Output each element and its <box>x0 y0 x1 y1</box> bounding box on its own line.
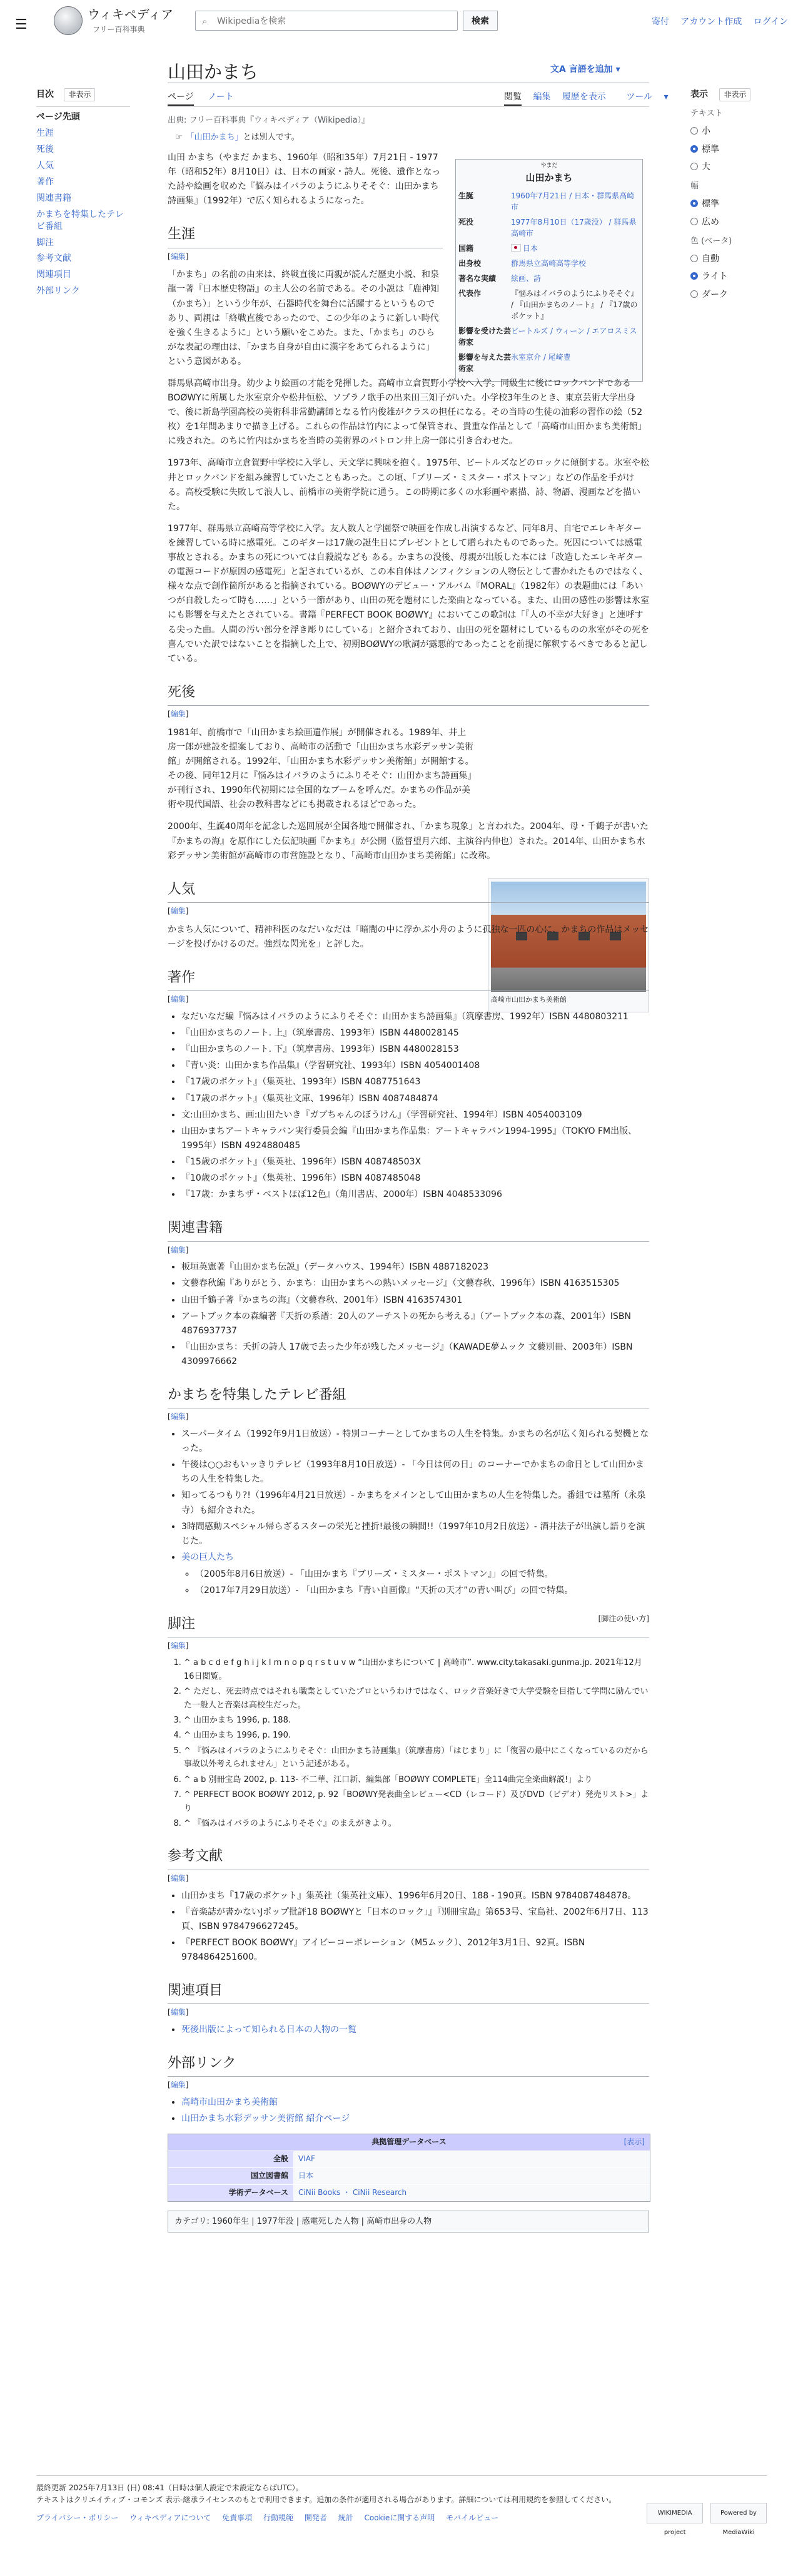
tabs-divider <box>168 106 649 107</box>
list-item: • 山田かまちアートキャラバン実行委員会編『山田かまち作品集：アートキャラバン1994-1995』（TOKYO FM出版、1995年）ISBN 4924880485 <box>181 1124 649 1153</box>
list-item: • 山田かまち『17歳のポケット』集英社（集英社文庫）、1996年6月20日、188 - 190頁。ISBN 9784087484878。 <box>181 1889 649 1903</box>
site-header <box>0 0 803 44</box>
list-item: ◦ （2005年8月6日放送）- 「山田かまち『ブリーズ・ミスター・ポストマン』」の回で特集。 <box>195 1567 649 1582</box>
edit-link[interactable]: [編集] <box>168 1641 189 1651</box>
footer-link-code-of-conduct[interactable]: 行動規範 <box>263 2513 294 2523</box>
infobox-row: 国籍 日本 <box>458 244 538 253</box>
toc-hide-button[interactable]: 非表示 <box>64 88 95 101</box>
site-tagline: フリー百科事典 <box>93 25 145 34</box>
radio-text-small[interactable]: 小 <box>690 125 784 138</box>
authority-row: 国立図書館 日本 <box>168 2167 650 2184</box>
color-label: 色 (ベータ) <box>690 236 732 246</box>
footer-link-cookie[interactable]: Cookieに関する声明 <box>364 2513 435 2523</box>
intro-paragraph: 山田 かまち（やまだ かまち、1960年（昭和35年）7月21日 - 1977年（昭和52年）8月10日）は、日本の画家・詩人。死後、遺作となった詩や絵画を収めた『悩みはイバラのようにふりそそぐ：山田かまち詩画集』（1992年）で広く知られるようになった。 <box>168 152 441 206</box>
list-item: • 3時間感動スペシャル帰らざるスターの栄光と挫折!最後の瞬間!!（1997年10月2日放送）- 酒井法子が出演し語りを演じた。 <box>181 1520 649 1549</box>
tab-page[interactable]: ページ <box>168 92 194 106</box>
footer-link-about[interactable]: ウィキペディアについて <box>129 2513 211 2523</box>
edit-link[interactable]: [編集] <box>168 1245 189 1255</box>
toc-item-notes[interactable]: 脚注 <box>36 237 54 248</box>
after-paragraph-1: 1981年、前橋市で「山田かまち絵画遺作展」が開催される。1989年、井上房一郎が建設を提案しており、高崎市の活動で「山田かまち水彩デッサン美術館」が開館される。1992年、「山田かまち水彩デッサン美術館」が開館する。その後、同年12月に『悩みはイバラのようにふりそそぐ：山田かまち詩画集』が刊行され、1990年代初期には全国的なブームを呼んだ。かまちの作品が美術や現代国語、社会の教科書などにも掲載されるほどであった。 <box>168 727 474 810</box>
list-item: • 『17歳：かまちザ・ベストほぼ12色』（角川書店、2000年）ISBN 4048533096 <box>181 1188 649 1202</box>
footer-link-developers[interactable]: 開発者 <box>304 2513 327 2523</box>
search-box[interactable] <box>195 11 458 31</box>
edit-link[interactable]: [編集] <box>168 1412 189 1422</box>
table-of-contents <box>36 88 130 302</box>
list-item: • 『青い炎：山田かまち作品集』（学習研究社、1993年）ISBN 4054001408 <box>181 1059 649 1073</box>
section-heading-popularity: 人気 <box>168 878 649 903</box>
section-heading-after: 死後 <box>168 681 649 706</box>
list-item: 7. ^ PERFECT BOOK BOØWY 2012, p. 92「BOØWY発表曲全レビュー<CD（レコード）及びDVD（ビデオ）発売リスト>」より <box>184 1788 649 1815</box>
view-tabs <box>495 90 669 104</box>
radio-width-standard[interactable]: 標準 <box>690 197 784 211</box>
life-paragraph-3: 1973年、高崎市立倉賀野中学校に入学し、天文学に興味を抱く。1975年、ビートルズなどのロックに傾倒する。氷室や松井とロックバンドを組み練習していたこともあった。この頃、「ブリーズ・ミスター・ポストマン」などの作品を手がける。高校受験に失敗して浪人し、前橋市の美術学院に通う。この時期に多くの水彩画や素描、詩、物語、漫画などを描いた。 <box>168 458 649 512</box>
list-item: • 『山田かまちのノート. 下』（筑摩書房、1993年）ISBN 4480028153 <box>181 1042 649 1057</box>
life-paragraph-2: 群馬県高崎市出身。幼少より絵画の才能を発揮した。高崎市立倉賀野小学校へ入学。同級生に後にロックバンドであるBOØWYに所属した氷室京介や松井恒松、ソプラノ歌手の出来田三知子がいた。小学校3年生のとき、東京芸術大学出身で、後に新島学園高校の美術科非常勤講師となる竹内俊雄がクラスの担任になる。その当時の生徒の油彩の習作の絵（52枚）を1年間あまりで描き上げる。これらの作品は竹内によって保管され、貴重な作品として「高崎市山田かまち美術館」に残された。のちに竹内はかまちを当時の美術界のパトロン井上房一郎に引き合わせた。 <box>168 379 647 447</box>
tv-list <box>168 1427 649 1598</box>
wikipedia-logo-icon[interactable] <box>54 6 83 35</box>
article-source: 出典: フリー百科事典『ウィキペディア（Wikipedia）』 <box>168 116 370 125</box>
list-item: • 山田かまち水彩デッサン美術館 紹介ページ <box>181 2112 649 2126</box>
list-item: • 『10歳のポケット』（集英社、1996年）ISBN 4087485048 <box>181 1171 649 1186</box>
life-paragraph-4: 1977年、群馬県立高崎高等学校に入学。友人数人と学園祭で映画を作成し出演するなど、同年8月、自宅でエレキギターを練習している時に感電死。このギターは17歳の誕生日にプレゼントとして贈られたものであった。死因については感電事故とされる。かまちの死については自殺説なども ある。かまちの没後、母親が出版した本には「改造したエレキギターの電源コードが原因の感電死」と記されているが、この本自体はノンフィクションの人物伝として書かれたものではなく、様々な点で創作箇所があると指摘されている。BOØWYのデビュー・アルバム『MORAL』（1982年）の表題曲には「あいつが自殺したって時も……」という一節があり、山田の死を題材にした楽曲となっている。また、山田の感性の影響は氷室にも影響を与えたとされている。書籍『PERFECT BOOK BOØWY』においてこの歌詞は「『人の不幸が大好き』と連呼する尖った曲。人間の汚い部分を浮き彫りにしている」と紹介されており、山田の死を題材にしているものの氷室がその死を喜んでいた訳ではないことを指摘した上で、初期BOØWYの歌詞が露悪的であったことを前提に解釈するべきであると記している。 <box>168 523 649 664</box>
site-name[interactable]: ウィキペディア <box>88 7 174 22</box>
list-item: ◦ （2017年7月29日放送）- 「山田かまち『青い自画像』“天折の天才”の青い叫び」の回で特集。 <box>195 1584 649 1598</box>
tab-history[interactable]: 履歴を表示 <box>562 92 606 102</box>
category-links[interactable]: カテゴリ: 1960年生 | 1977年没 | 感電死した人物 | 高崎市出身の人物 <box>168 2211 649 2232</box>
list-item: • 『山田かまち：夭折の詩人 17歳で去った少年が残したメッセージ』（KAWADE夢ムック 文藝別冊、2003年）ISBN 4309976662 <box>181 1340 649 1369</box>
toc-item-see-also[interactable]: 関連項目 <box>36 270 71 280</box>
appearance-hide-button[interactable]: 非表示 <box>719 88 750 101</box>
footer-divider <box>36 2475 767 2476</box>
tools-label: ツール <box>626 92 653 102</box>
create-account-link[interactable]: アカウント作成 <box>680 17 742 27</box>
toc-item-external-links[interactable]: 外部リンク <box>36 286 80 297</box>
related-list <box>168 1260 649 1369</box>
toc-item-after-death[interactable]: 死後 <box>36 145 54 155</box>
authority-show-toggle[interactable]: [表示] <box>624 2137 645 2147</box>
list-item: 8. ^ 『悩みはイバラのようにふりそそぐ』のまえがきより。 <box>184 1817 649 1830</box>
login-link[interactable]: ログイン <box>753 17 788 27</box>
tab-tools[interactable] <box>617 92 668 102</box>
list-item: • なだいなだ編『悩みはイバラのようにふりそそぐ：山田かまち詩画集』（筑摩書房、1992年）ISBN 4480803211 <box>181 1010 649 1024</box>
language-button[interactable] <box>550 63 620 76</box>
hamburger-menu-icon[interactable]: ☰ <box>15 17 28 33</box>
radio-text-standard[interactable]: 標準 <box>690 143 784 156</box>
toc-item-tv[interactable]: かまちを特集したテレビ番組 <box>36 209 124 232</box>
external-links-list <box>168 2095 649 2126</box>
appearance-panel <box>690 88 784 305</box>
footer-link-disclaimer[interactable]: 免責事項 <box>222 2513 253 2523</box>
edit-link[interactable]: [編集] <box>168 2080 189 2090</box>
infobox-row: 生誕 1960年7月21日 / 日本・群馬県高崎市 <box>458 191 635 211</box>
toc-item-popularity[interactable]: 人気 <box>36 161 54 171</box>
life-paragraph-1: 「かまち」の名前の由来は、終戦直後に両親が読んだ歴史小説、和泉龍一著『日本歴史物語』の主人公の名前である。その小説は「鹿神知（かまち）」という少年が、石器時代を舞台に活躍するというものであり、両親は「終戦直後であったので、この少年のように新しい時代を強く生きるように」という願いをこめた。また、「かまち」のひらがな表記の理由は、「かまち自身が自由に漢字をあてられるように」という意図がある。 <box>168 270 439 367</box>
section-heading-tv: かまちを特集したテレビ番組 <box>168 1384 649 1408</box>
infobox-ruby: やまだ <box>540 163 558 169</box>
text-size-label: テキスト <box>690 109 723 119</box>
hatnote: ☞ 「山田かまち」とは別人です。 <box>175 133 300 143</box>
list-item: • 『15歳のポケット』（集英社、1996年）ISBN 408748503X <box>181 1155 649 1169</box>
list-item: • 『山田かまちのノート. 上』（筑摩書房、1993年）ISBN 4480028145 <box>181 1026 649 1041</box>
language-label: 言語を追加 <box>568 64 613 74</box>
list-item: 1. ^ a b c d e f g h i j k l m n o p q r s t u v w “山田かまちについて | 高崎市”. www.city.takasaki.gunma.jp. 2021年12月16日閲覧。 <box>184 1656 649 1683</box>
list-item: • 午後は○○おもいッきりテレビ（1993年8月10日放送）- 「今日は何の日」のコーナーでかまちの命日として山田かまちの人生を特集した。 <box>181 1458 649 1487</box>
list-item: 4. ^ 山田かまち 1996, p. 190. <box>184 1729 649 1742</box>
radio-width-wide[interactable]: 広め <box>690 215 784 229</box>
width-label: 幅 <box>690 181 699 191</box>
list-item: • 『17歳のポケット』（集英社文庫、1996年）ISBN 4087484874 <box>181 1092 649 1106</box>
hatnote-link[interactable]: 「山田かまち」 <box>186 133 243 143</box>
section-heading-life: 生涯 <box>168 223 443 248</box>
list-item: • 『17歳のポケット』（集英社、1993年）ISBN 4087751643 <box>181 1075 649 1089</box>
chevron-down-icon: ▾ <box>664 92 669 102</box>
see-also-list <box>168 2023 649 2037</box>
list-item: • 死後出版によって知られる日本の人物の一覧 <box>181 2023 649 2037</box>
references-list <box>168 1889 649 1965</box>
search-button[interactable]: 検索 <box>463 11 498 31</box>
notes-list <box>168 1656 649 1830</box>
infobox-row: 代表作 『悩みはイバラのようにふりそそぐ』 / 『山田かまちのノート』 / 『17歳のポケット』 <box>458 289 639 320</box>
disambig-icon: ☞ <box>175 133 183 143</box>
section-heading-external: 外部リンク <box>168 2052 649 2077</box>
toc-item-top[interactable]: ページ先頭 <box>36 112 80 123</box>
list-item: 3. ^ 山田かまち 1996, p. 188. <box>184 1714 649 1727</box>
edit-link[interactable]: [編集] <box>168 252 189 261</box>
mediawiki-badge[interactable]: Powered by MediaWiki <box>710 2503 767 2523</box>
list-item: 2. ^ ただし、死去時点ではそれも職業としていたプロというわけではなく、ロック音楽好きで大学受験を目指して学問に励んでいた一般人と音楽は高校生だった。 <box>184 1685 649 1712</box>
chevron-down-icon: ▾ <box>615 64 620 74</box>
language-icon: 文A <box>550 64 569 74</box>
namespace-tabs <box>168 90 245 104</box>
edit-link[interactable]: [編集] <box>168 710 189 719</box>
list-item: 6. ^ a b 別冊宝島 2002, p. 113- 不二華、江口新、編集部「BOØWY COMPLETE」全114曲完全楽曲解説!」より <box>184 1773 649 1786</box>
footer-link-privacy[interactable]: プライバシー・ポリシー <box>36 2513 119 2523</box>
infobox-row: 著名な実績 絵画、詩 <box>458 274 542 283</box>
popularity-paragraph: かまち人気について、精神科医のなだいなだは「暗闇の中に浮かぶ小舟のように孤独な一匹の心に、かまちの作品はメッセージを投げかけるのだ。強烈な閃光を」と評した。 <box>168 924 649 949</box>
toc-item-works[interactable]: 著作 <box>36 176 54 187</box>
edit-link[interactable]: [編集] <box>168 2008 189 2017</box>
infobox-name: 山田かまち <box>525 171 573 183</box>
list-item: • 文藝春秋編『ありがとう、かまち：山田かまちへの熱いメッセージ』（文藝春秋、1996年）ISBN 4163515305 <box>181 1276 649 1291</box>
infobox-row: 影響を受けた芸術家 ビートルズ / ウィーン / エアロスミス <box>458 327 637 347</box>
authority-control <box>168 2134 650 2201</box>
infobox-row: 影響を与えた芸術家 氷室京介 / 尾崎豊 <box>458 353 571 373</box>
article-body <box>168 111 649 2232</box>
search-icon: ⌕ <box>202 16 208 27</box>
infobox-row: 死没 1977年8月10日（17歳没） / 群馬県高崎市 <box>458 218 637 238</box>
footer-link-statistics[interactable]: 統計 <box>338 2513 353 2523</box>
authority-row: 学術データベース CiNii Books ・ CiNii Research <box>168 2184 650 2201</box>
page-title: 山田かまち <box>168 61 259 83</box>
radio-color-dark[interactable]: ダーク <box>690 288 784 302</box>
list-item: • 山田千鶴子著『かまちの海』（文藝春秋、2001年）ISBN 4163574301 <box>181 1293 649 1308</box>
last-modified: 最終更新 2025年7月13日 (日) 08:41（日時は個人設定で未設定ならばUTC）。 <box>36 2483 303 2492</box>
section-heading-see-also: 関連項目 <box>168 1980 649 2004</box>
list-item: • 文:山田かまち、画:山田たいき『ガブちゃんのぼうけん』（学習研究社、1994年）ISBN 4054003109 <box>181 1108 649 1123</box>
section-heading-works: 著作 <box>168 967 649 991</box>
radio-color-auto[interactable]: 自動 <box>690 252 784 266</box>
donate-link[interactable]: 寄付 <box>651 17 669 27</box>
list-item: 5. ^ 『悩みはイバラのようにふりそそぐ：山田かまち詩画集』（筑摩書房）「はじまり」に「復習の最中にこくなっているのだから事故以外考えられません」という記述がある。 <box>184 1744 649 1771</box>
photo-caption: 高崎市山田かまち美術館 <box>491 995 567 1004</box>
toc-item-references[interactable]: 参考文献 <box>36 253 71 264</box>
toc-title: 目次 <box>36 89 54 99</box>
license-text: テキストはクリエイティブ・コモンズ 表示-継承ライセンスのもとで利用できます。追加の条件が適用される場合があります。詳細については利用規約を参照してください。 <box>36 2495 617 2505</box>
toc-divider <box>36 106 130 107</box>
tab-edit[interactable]: 編集 <box>533 92 551 102</box>
authority-row: 全般 VIAF <box>168 2151 650 2167</box>
appearance-title: 表示 <box>690 89 708 99</box>
list-item: • 『音楽誌が書かないJポップ批評18 BOØWYと「日本のロック」』『別冊宝島』第653号、宝島社、2002年6月7日、113頁、ISBN 9784796627245。 <box>181 1905 649 1934</box>
edit-link[interactable]: [編集] <box>168 1873 189 1883</box>
after-paragraph-2: 2000年、生誕40周年を記念した巡回展が全国各地で開催され、「かまち現象」と言われた。2004年、母・千鶴子が書いた『かまちの海』を原作にした伝記映画『かまち』が公開（監督望月六郎、主演谷内伸也）された。2014年、山田かまち水彩デッサン美術館が高崎市の市営施設となり、「高崎市山田かまち美術館」に改称。 <box>168 822 649 861</box>
radio-text-large[interactable]: 大 <box>690 160 784 174</box>
list-item: • アートブック本の森編著『天折の系譜：20人のアーチストの死から考える』（アートブック本の森、2001年）ISBN 4876937737 <box>181 1310 649 1338</box>
list-item: • 知ってるつもり?!（1996年4月21日放送）- かまちをメインとして山田かまちの人生を特集した。番組では墓所（永泉寺）も紹介された。 <box>181 1489 649 1517</box>
infobox-row: 出身校 群馬県立高崎高等学校 <box>458 259 587 268</box>
radio-color-light[interactable]: ライト <box>690 270 784 283</box>
page-footer <box>36 2475 767 2536</box>
section-heading-references: 参考文献 <box>168 1845 649 1870</box>
footer-link-mobile[interactable]: モバイルビュー <box>446 2513 499 2523</box>
toc-item-life[interactable]: 生涯 <box>36 128 54 139</box>
list-item: • スーパータイム（1992年9月1日放送）- 特別コーナーとしてかまちの人生を特集。かまちの名が広く知られる契機となった。 <box>181 1427 649 1456</box>
list-item: • 『PERFECT BOOK BOØWY』アイビーコーポレーション（M5ムック）、2012年3月1日、92頁。ISBN 9784864251600。 <box>181 1936 649 1965</box>
edit-link[interactable]: [編集] <box>168 995 189 1004</box>
edit-link[interactable]: [編集] <box>168 907 189 916</box>
search-input[interactable] <box>216 13 456 30</box>
list-item: • 板垣英憲著『山田かまち伝説』（データハウス、1994年）ISBN 4887182023 <box>181 1260 649 1275</box>
wikimedia-badge[interactable]: WIKIMEDIA project <box>647 2503 703 2523</box>
tab-talk[interactable]: ノート <box>208 92 234 102</box>
works-list <box>168 1010 649 1202</box>
toc-item-related-books[interactable]: 関連書籍 <box>36 193 71 203</box>
notes-help-link[interactable]: [脚注の使い方] <box>598 1614 649 1624</box>
tab-read[interactable]: 閲覧 <box>504 92 522 106</box>
authority-header: 典拠管理データベース [表示] <box>168 2134 650 2151</box>
tv-sublist <box>181 1567 649 1598</box>
section-heading-related: 関連書籍 <box>168 1217 649 1241</box>
personal-tools <box>643 15 788 29</box>
footer-badges <box>642 2503 767 2538</box>
list-item: • 美の巨人たち ◦ （2005年8月6日放送）- 「山田かまち『ブリーズ・ミスター・ポストマン』」の回で特集。 ◦ （2017年7月29日放送）- 「山田かまち『青い自画像』“天折の天才”の青い叫び」の回で特集。 <box>181 1550 649 1598</box>
section-heading-notes: 脚注 [脚注の使い方] <box>168 1613 649 1637</box>
list-item: • 高崎市山田かまち美術館 <box>181 2095 649 2110</box>
